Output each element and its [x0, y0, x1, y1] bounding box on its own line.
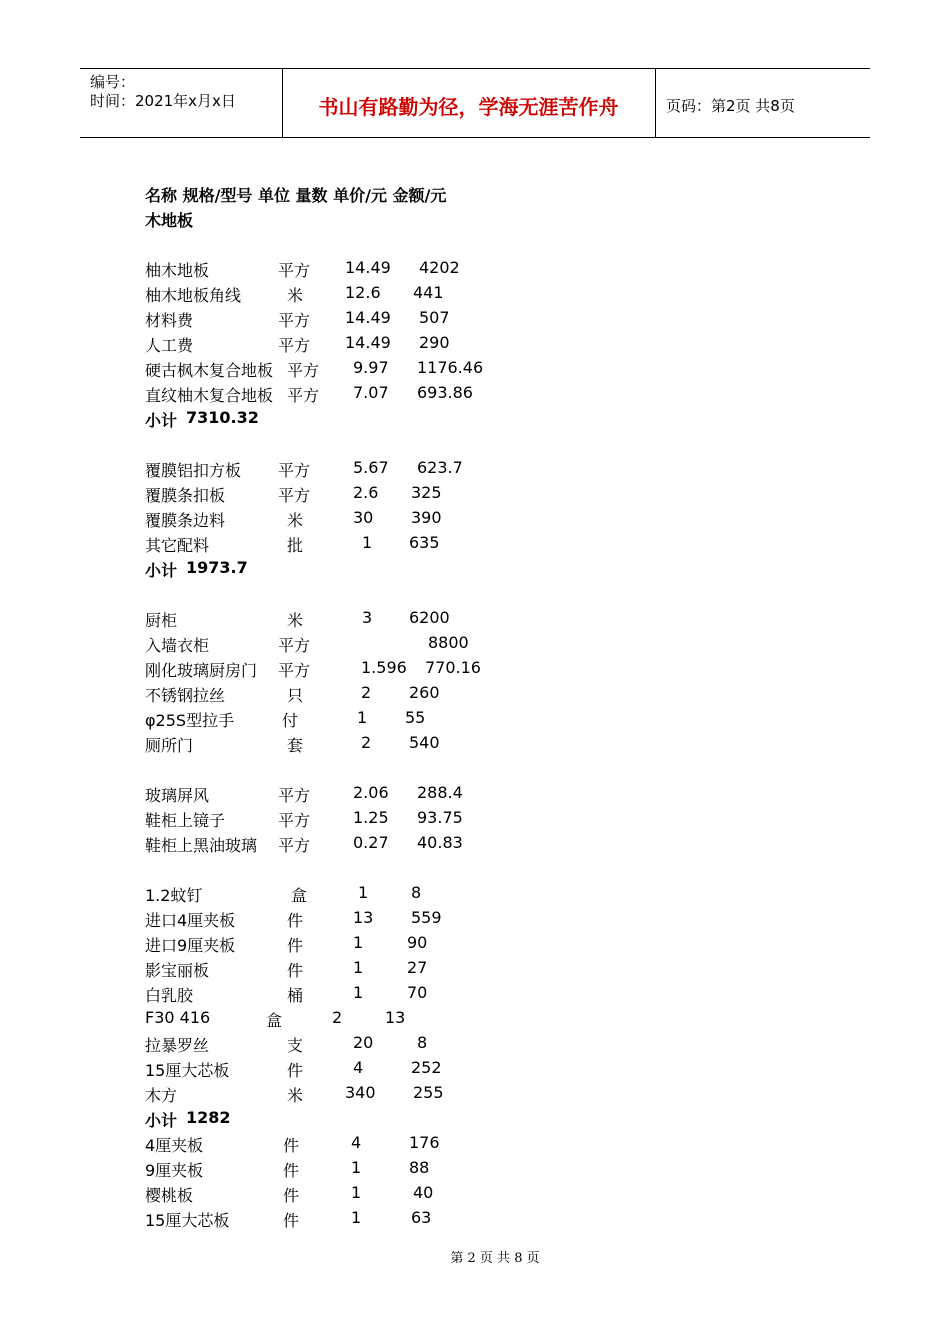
subtotal-label: 小计: [145, 561, 178, 580]
item-unit: 批: [287, 536, 304, 555]
item-quantity: 2: [332, 1008, 343, 1027]
columns-header: 名称 规格/型号 单位 量数 单价/元 金额/元: [145, 186, 447, 205]
item-quantity: 0.27: [353, 833, 389, 852]
item-unit: 米: [287, 1086, 304, 1105]
item-amount: 8: [411, 883, 422, 902]
item-quantity: 2: [361, 683, 372, 702]
time-label: 时间：2021年x月x日: [90, 92, 236, 110]
item-amount: 6200: [409, 608, 450, 627]
item-name: 拉暴罗丝: [145, 1036, 210, 1055]
item-unit: 平方: [278, 636, 311, 655]
item-name: 覆膜条边料: [145, 511, 226, 530]
item-unit: 件: [283, 1161, 300, 1180]
item-name: 入墙衣柜: [145, 636, 210, 655]
item-amount: 559: [411, 908, 442, 927]
item-amount: 290: [419, 333, 450, 352]
item-amount: 40: [413, 1183, 434, 1202]
item-name: 材料费: [145, 311, 194, 330]
item-unit: 件: [287, 911, 304, 930]
item-name: 人工费: [145, 336, 194, 355]
item-unit: 件: [283, 1136, 300, 1155]
item-unit: 平方: [287, 386, 320, 405]
item-amount: 770.16: [425, 658, 481, 677]
item-quantity: 1: [353, 958, 364, 977]
item-quantity: 1: [362, 533, 373, 552]
item-quantity: 3: [362, 608, 373, 627]
doc-number-label: 编号：: [90, 73, 136, 91]
item-unit: 件: [283, 1186, 300, 1205]
item-name: 4厘夹板: [145, 1136, 204, 1155]
item-amount: 93.75: [417, 808, 463, 827]
item-name: 硬古枫木复合地板: [145, 361, 274, 380]
item-amount: 693.86: [417, 383, 473, 402]
item-amount: 63: [411, 1208, 432, 1227]
item-unit: 平方: [278, 486, 311, 505]
item-quantity: 12.6: [345, 283, 381, 302]
item-name: 15厘大芯板: [145, 1211, 230, 1230]
item-name: 厨柜: [145, 611, 178, 630]
item-name: 鞋柜上镜子: [145, 811, 226, 830]
item-name: 厕所门: [145, 736, 194, 755]
subtotal-label: 小计: [145, 1111, 178, 1130]
item-name: 影宝丽板: [145, 961, 210, 980]
item-quantity: 1: [358, 883, 369, 902]
item-name: 鞋柜上黑油玻璃: [145, 836, 258, 855]
item-quantity: 7.07: [353, 383, 389, 402]
item-quantity: 1: [351, 1208, 362, 1227]
section-title: 木地板: [145, 211, 194, 230]
item-amount: 13: [385, 1008, 406, 1027]
item-unit: 平方: [278, 661, 311, 680]
item-amount: 55: [405, 708, 426, 727]
item-quantity: 1: [353, 933, 364, 952]
item-unit: 件: [287, 961, 304, 980]
item-name: 进口9厘夹板: [145, 936, 236, 955]
item-unit: 米: [287, 286, 304, 305]
item-amount: 390: [411, 508, 442, 527]
subtotal-value: 1973.7: [186, 558, 248, 577]
item-quantity: 1: [357, 708, 368, 727]
item-name: 15厘大芯板: [145, 1061, 230, 1080]
item-quantity: 2: [361, 733, 372, 752]
item-amount: 4202: [419, 258, 460, 277]
item-name: 柚木地板: [145, 261, 210, 280]
item-unit: 平方: [278, 786, 311, 805]
item-unit: 平方: [278, 336, 311, 355]
item-quantity: 1: [353, 983, 364, 1002]
item-quantity: 14.49: [345, 308, 391, 327]
item-amount: 90: [407, 933, 428, 952]
item-quantity: 1.25: [353, 808, 389, 827]
item-quantity: 1: [351, 1158, 362, 1177]
item-name: 不锈钢拉丝: [145, 686, 226, 705]
item-quantity: 13: [353, 908, 374, 927]
item-quantity: 340: [345, 1083, 376, 1102]
item-name: φ25S型拉手: [145, 711, 235, 730]
item-amount: 635: [409, 533, 440, 552]
item-name: 覆膜条扣板: [145, 486, 226, 505]
item-unit: 盒: [266, 1011, 283, 1030]
page-header: [80, 68, 870, 138]
item-amount: 176: [409, 1133, 440, 1152]
item-quantity: 2.06: [353, 783, 389, 802]
item-amount: 8800: [428, 633, 469, 652]
item-unit: 平方: [278, 811, 311, 830]
item-name: 覆膜铝扣方板: [145, 461, 242, 480]
item-amount: 8: [417, 1033, 428, 1052]
item-quantity: 5.67: [353, 458, 389, 477]
item-unit: 平方: [287, 361, 320, 380]
item-unit: 套: [287, 736, 304, 755]
item-unit: 平方: [278, 461, 311, 480]
item-quantity: 1: [351, 1183, 362, 1202]
item-unit: 件: [287, 1061, 304, 1080]
header-right-cell: [656, 69, 870, 137]
item-quantity: 14.49: [345, 333, 391, 352]
item-name: F30 416: [145, 1008, 211, 1027]
item-name: 1.2蚊钉: [145, 886, 203, 905]
page-footer: 第 2 页 共 8 页: [450, 1251, 540, 1266]
item-quantity: 9.97: [353, 358, 389, 377]
page-info: 页码：第2页 共8页: [666, 97, 795, 115]
item-amount: 288.4: [417, 783, 463, 802]
item-name: 木方: [145, 1086, 178, 1105]
item-name: 进口4厘夹板: [145, 911, 236, 930]
item-name: 其它配料: [145, 536, 210, 555]
item-name: 柚木地板角线: [145, 286, 242, 305]
item-name: 白乳胶: [145, 986, 194, 1005]
item-amount: 507: [419, 308, 450, 327]
item-quantity: 30: [353, 508, 374, 527]
item-name: 9厘夹板: [145, 1161, 204, 1180]
item-quantity: 1.596: [361, 658, 407, 677]
item-quantity: 20: [353, 1033, 374, 1052]
subtotal-value: 7310.32: [186, 408, 259, 427]
header-left-cell: [80, 69, 283, 137]
item-unit: 支: [287, 1036, 304, 1055]
item-name: 玻璃屏风: [145, 786, 210, 805]
item-amount: 88: [409, 1158, 430, 1177]
item-unit: 件: [287, 936, 304, 955]
item-unit: 米: [287, 611, 304, 630]
item-amount: 40.83: [417, 833, 463, 852]
subtotal-value: 1282: [186, 1108, 231, 1127]
item-unit: 只: [287, 686, 304, 705]
item-unit: 盒: [291, 886, 308, 905]
motto-text: 书山有路勤为径，学海无涯苦作舟: [318, 95, 619, 119]
item-unit: 付: [282, 711, 299, 730]
item-quantity: 4: [351, 1133, 362, 1152]
item-name: 樱桃板: [145, 1186, 194, 1205]
item-quantity: 2.6: [353, 483, 379, 502]
item-unit: 米: [287, 511, 304, 530]
item-unit: 平方: [278, 311, 311, 330]
item-amount: 70: [407, 983, 428, 1002]
item-quantity: 4: [353, 1058, 364, 1077]
header-middle-cell: [282, 69, 656, 137]
item-amount: 623.7: [417, 458, 463, 477]
item-unit: 桶: [287, 986, 304, 1005]
subtotal-label: 小计: [145, 411, 178, 430]
item-unit: 平方: [278, 836, 311, 855]
item-amount: 441: [413, 283, 444, 302]
item-unit: 件: [283, 1211, 300, 1230]
item-unit: 平方: [278, 261, 311, 280]
item-amount: 325: [411, 483, 442, 502]
item-name: 直纹柚木复合地板: [145, 386, 274, 405]
item-quantity: 14.49: [345, 258, 391, 277]
item-name: 刚化玻璃厨房门: [145, 661, 258, 680]
item-amount: 260: [409, 683, 440, 702]
item-amount: 1176.46: [417, 358, 484, 377]
item-amount: 540: [409, 733, 440, 752]
item-amount: 27: [407, 958, 428, 977]
item-amount: 255: [413, 1083, 444, 1102]
item-amount: 252: [411, 1058, 442, 1077]
